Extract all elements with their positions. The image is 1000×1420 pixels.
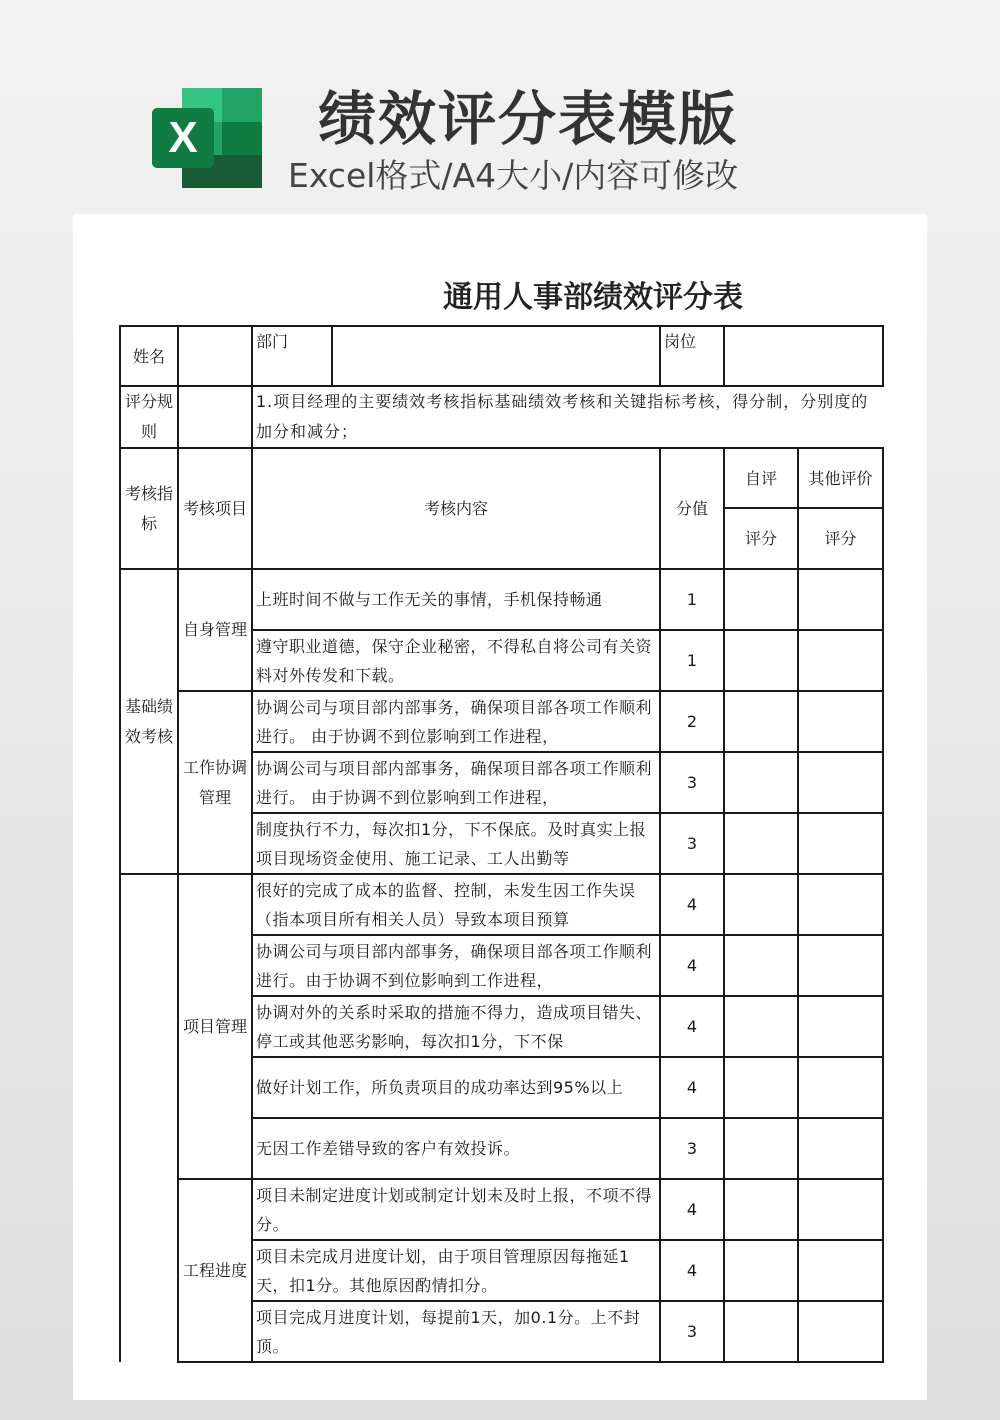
self-score-cell[interactable] bbox=[724, 1057, 798, 1118]
row-score: 4 bbox=[660, 1179, 724, 1240]
self-score-cell[interactable] bbox=[724, 1301, 798, 1362]
self-score-cell[interactable] bbox=[724, 1179, 798, 1240]
row-content: 项目未制定进度计划或制定计划未及时上报，不项不得分。 bbox=[252, 1179, 660, 1240]
row-content: 项目完成月进度计划，每提前1天，加0.1分。上不封顶。 bbox=[252, 1301, 660, 1362]
rule-text: 1.项目经理的主要绩效考核指标基础绩效考核和关键指标考核，得分制，分别度的加分和减分； bbox=[252, 386, 883, 448]
other-score-cell[interactable] bbox=[798, 813, 883, 874]
other-score-cell[interactable] bbox=[798, 996, 883, 1057]
row-score: 1 bbox=[660, 569, 724, 630]
table-row bbox=[120, 1179, 883, 1240]
self-score-cell[interactable] bbox=[724, 752, 798, 813]
self-score-cell[interactable] bbox=[724, 874, 798, 935]
row-score: 4 bbox=[660, 935, 724, 996]
banner-subline: Excel格式/A4大小/内容可修改 bbox=[288, 156, 739, 195]
other-score-cell[interactable] bbox=[798, 1057, 883, 1118]
row-score: 4 bbox=[660, 874, 724, 935]
item-project-management: 项目管理 bbox=[178, 874, 252, 1179]
banner bbox=[0, 0, 1000, 210]
document-title: 通用人事部绩效评分表 bbox=[443, 280, 743, 315]
other-score-cell[interactable] bbox=[798, 874, 883, 935]
post-label: 岗位 bbox=[660, 326, 724, 386]
other-score-cell[interactable] bbox=[798, 1118, 883, 1179]
header-other-score: 评分 bbox=[798, 508, 883, 569]
self-score-cell[interactable] bbox=[724, 1240, 798, 1301]
other-score-cell[interactable] bbox=[798, 935, 883, 996]
rule-label: 评分规则 bbox=[120, 386, 178, 448]
other-score-cell[interactable] bbox=[798, 1179, 883, 1240]
row-score: 3 bbox=[660, 1118, 724, 1179]
row-score: 3 bbox=[660, 813, 724, 874]
rule-spacer-cell bbox=[178, 386, 252, 448]
item-coordination: 工作协调管理 bbox=[178, 691, 252, 874]
header-other-eval: 其他评价 bbox=[798, 448, 883, 508]
row-content: 做好计划工作，所负责项目的成功率达到95%以上 bbox=[252, 1057, 660, 1118]
rule-row bbox=[120, 386, 883, 448]
row-score: 2 bbox=[660, 691, 724, 752]
row-score: 3 bbox=[660, 752, 724, 813]
row-score: 4 bbox=[660, 1240, 724, 1301]
header-item: 考核项目 bbox=[178, 448, 252, 569]
table-row bbox=[120, 874, 883, 935]
post-value-cell[interactable] bbox=[724, 326, 883, 386]
header-self-eval: 自评 bbox=[724, 448, 798, 508]
row-score: 1 bbox=[660, 630, 724, 691]
other-score-cell[interactable] bbox=[798, 1301, 883, 1362]
self-score-cell[interactable] bbox=[724, 935, 798, 996]
self-score-cell[interactable] bbox=[724, 813, 798, 874]
item-self-management: 自身管理 bbox=[178, 569, 252, 691]
info-row bbox=[120, 326, 883, 386]
row-content: 很好的完成了成本的监督、控制，未发生因工作失误（指本项目所有相关人员）导致本项目预算 bbox=[252, 874, 660, 935]
row-score: 3 bbox=[660, 1301, 724, 1362]
self-score-cell[interactable] bbox=[724, 569, 798, 630]
banner-headline: 绩效评分表模版 bbox=[318, 85, 739, 153]
item-progress: 工程进度 bbox=[178, 1179, 252, 1362]
dept-label: 部门 bbox=[252, 326, 332, 386]
row-content: 制度执行不力，每次扣1分，下不保底。及时真实上报项目现场资金使用、施工记录、工人出勤等 bbox=[252, 813, 660, 874]
row-content: 遵守职业道德，保守企业秘密，不得私自将公司有关资料对外传发和下载。 bbox=[252, 630, 660, 691]
other-score-cell[interactable] bbox=[798, 1240, 883, 1301]
group-indicator-basic: 基础绩效考核 bbox=[120, 569, 178, 874]
other-score-cell[interactable] bbox=[798, 569, 883, 630]
self-score-cell[interactable] bbox=[724, 1118, 798, 1179]
name-value-cell[interactable] bbox=[178, 326, 252, 386]
self-score-cell[interactable] bbox=[724, 996, 798, 1057]
excel-logo-icon bbox=[152, 86, 264, 190]
row-content: 协调公司与项目部内部事务，确保项目部各项工作顺利进行。 由于协调不到位影响到工作进程， bbox=[252, 752, 660, 813]
row-content: 协调公司与项目部内部事务，确保项目部各项工作顺利进行。 由于协调不到位影响到工作进程， bbox=[252, 691, 660, 752]
dept-value-cell[interactable] bbox=[332, 326, 660, 386]
other-score-cell[interactable] bbox=[798, 691, 883, 752]
header-score: 分值 bbox=[660, 448, 724, 569]
name-label: 姓名 bbox=[120, 326, 178, 386]
group-indicator-key bbox=[120, 874, 178, 1362]
table-row bbox=[120, 691, 883, 752]
table-row bbox=[120, 569, 883, 630]
other-score-cell[interactable] bbox=[798, 752, 883, 813]
self-score-cell[interactable] bbox=[724, 691, 798, 752]
row-content: 上班时间不做与工作无关的事情，手机保持畅通 bbox=[252, 569, 660, 630]
header-content: 考核内容 bbox=[252, 448, 660, 569]
header-row-1 bbox=[120, 448, 883, 508]
row-content: 项目未完成月进度计划，由于项目管理原因每拖延1天，扣1分。其他原因酌情扣分。 bbox=[252, 1240, 660, 1301]
header-indicator: 考核指标 bbox=[120, 448, 178, 569]
row-score: 4 bbox=[660, 996, 724, 1057]
self-score-cell[interactable] bbox=[724, 630, 798, 691]
svg-text:X: X bbox=[168, 113, 198, 162]
row-content: 协调对外的关系时采取的措施不得力，造成项目错失、停工或其他恶劣影响，每次扣1分，下不保 bbox=[252, 996, 660, 1057]
row-score: 4 bbox=[660, 1057, 724, 1118]
evaluation-table bbox=[119, 325, 884, 1363]
row-content: 无因工作差错导致的客户有效投诉。 bbox=[252, 1118, 660, 1179]
other-score-cell[interactable] bbox=[798, 630, 883, 691]
row-content: 协调公司与项目部内部事务，确保项目部各项工作顺利进行。由于协调不到位影响到工作进程， bbox=[252, 935, 660, 996]
header-self-score: 评分 bbox=[724, 508, 798, 569]
document-sheet bbox=[73, 214, 927, 1400]
